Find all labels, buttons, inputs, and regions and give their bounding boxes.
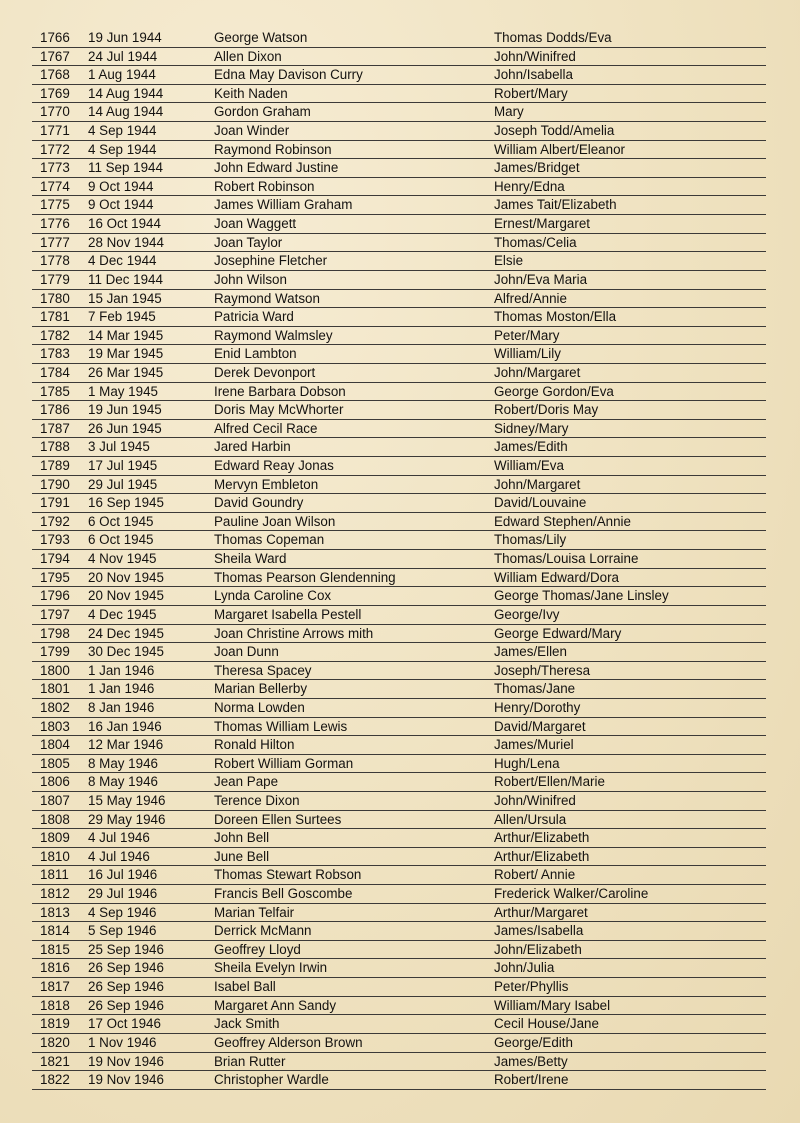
entry-number: 1795 [40,569,70,585]
table-row [32,85,766,104]
entry-number: 1778 [40,253,70,269]
parents-names: James/Edith [494,439,568,455]
parents-names: Hugh/Lena [494,755,560,771]
entry-number: 1793 [40,532,70,548]
child-name: Edna May Davison Curry [214,67,363,83]
table-row [32,1071,766,1090]
child-name: George Watson [214,30,308,45]
entry-number: 1822 [40,1072,70,1088]
entry-number: 1769 [40,85,70,101]
table-row [32,885,766,904]
child-name: Terence Dixon [214,792,300,808]
table-row [32,755,766,774]
table-row [32,941,766,960]
table-row [32,345,766,364]
child-name: Thomas Copeman [214,532,325,548]
child-name: David Goundry [214,495,304,511]
baptism-date: 14 Mar 1945 [88,327,164,343]
parents-names: William/Mary Isabel [494,997,611,1013]
entry-number: 1803 [40,718,70,734]
child-name: Thomas William Lewis [214,718,348,734]
child-name: Alfred Cecil Race [214,420,318,436]
parents-names: James/Bridget [494,160,580,176]
entry-number: 1792 [40,513,70,529]
baptism-date: 17 Jul 1945 [88,458,158,474]
entry-number: 1766 [40,30,70,45]
baptism-date: 16 Jan 1946 [88,718,162,734]
entry-number: 1779 [40,271,70,287]
entry-number: 1784 [40,364,70,380]
baptism-date: 24 Jul 1944 [88,48,158,64]
child-name: Joan Dunn [214,644,279,660]
entry-number: 1815 [40,941,70,957]
child-name: Joan Taylor [214,234,283,250]
entry-number: 1820 [40,1034,70,1050]
child-name: Jared Harbin [214,439,291,455]
parents-names: James/Muriel [494,737,574,753]
child-name: Marian Telfair [214,904,295,920]
baptism-date: 4 Dec 1944 [88,253,157,269]
table-row [32,811,766,830]
baptism-date: 25 Sep 1946 [88,941,164,957]
table-row [32,550,766,569]
entry-number: 1787 [40,420,70,436]
entry-number: 1798 [40,625,70,641]
baptism-date: 3 Jul 1945 [88,439,150,455]
entry-number: 1801 [40,681,70,697]
table-row [32,457,766,476]
table-row [32,438,766,457]
child-name: Derek Devonport [214,364,316,380]
baptism-date: 19 Jun 1945 [88,402,162,418]
child-name: Theresa Spacey [214,662,312,678]
child-name: Geoffrey Lloyd [214,941,301,957]
parents-names: William Albert/Eleanor [494,141,625,157]
entry-number: 1817 [40,979,70,995]
parents-names: Allen/Ursula [494,811,567,827]
entry-number: 1773 [40,160,70,176]
table-row [32,122,766,141]
entry-number: 1811 [40,867,69,883]
parents-names: Thomas Dodds/Eva [494,30,612,45]
table-row [32,383,766,402]
parents-names: John/Isabella [494,67,573,83]
baptism-date: 28 Nov 1944 [88,234,164,250]
table-row [32,1034,766,1053]
table-row [32,866,766,885]
baptism-date: 12 Mar 1946 [88,737,164,753]
baptism-date: 29 Jul 1945 [88,476,158,492]
child-name: Josephine Fletcher [214,253,328,269]
parents-names: Joseph/Theresa [494,662,591,678]
child-name: Joan Winder [214,123,290,139]
child-name: Patricia Ward [214,309,294,325]
table-row [32,196,766,215]
entry-number: 1804 [40,737,70,753]
child-name: John Bell [214,830,270,846]
child-name: Robert William Gorman [214,755,354,771]
parents-names: George Thomas/Jane Linsley [494,588,669,604]
parents-names: William/Lily [494,346,561,362]
parents-names: Henry/Edna [494,178,565,194]
entry-number: 1816 [40,960,70,976]
parents-names: Sidney/Mary [494,420,569,436]
entry-number: 1812 [40,886,70,902]
entry-number: 1788 [40,439,70,455]
baptism-date: 4 Sep 1944 [88,123,157,139]
child-name: Derrick McMann [214,923,312,939]
parents-names: Elsie [494,253,524,269]
table-row [32,476,766,495]
table-row [32,829,766,848]
table-row [32,48,766,67]
entry-number: 1790 [40,476,70,492]
baptism-date: 4 Dec 1945 [88,606,157,622]
baptism-date: 1 Jan 1946 [88,681,155,697]
table-row [32,569,766,588]
table-row [32,1053,766,1072]
baptism-date: 19 Nov 1946 [88,1072,164,1088]
table-row [32,494,766,513]
entry-number: 1791 [40,495,70,511]
parents-names: James/Betty [494,1053,568,1069]
entry-number: 1818 [40,997,70,1013]
parents-names: George/Ivy [494,606,560,622]
entry-number: 1774 [40,178,70,194]
table-row [32,327,766,346]
baptism-date: 26 Sep 1946 [88,997,164,1013]
child-name: Mervyn Embleton [214,476,319,492]
baptism-date: 19 Mar 1945 [88,346,164,362]
parents-names: Mary [494,104,524,120]
table-row [32,625,766,644]
table-row [32,699,766,718]
entry-number: 1782 [40,327,70,343]
baptism-date: 14 Aug 1944 [88,85,164,101]
entry-number: 1772 [40,141,70,157]
parents-names: Thomas/Celia [494,234,577,250]
parents-names: Ernest/Margaret [494,216,591,232]
child-name: John Edward Justine [214,160,339,176]
parents-names: James/Ellen [494,644,567,660]
parents-names: George Edward/Mary [494,625,622,641]
parents-names: Arthur/Elizabeth [494,848,590,864]
parents-names: John/Julia [494,960,555,976]
entry-number: 1771 [40,123,70,139]
entry-number: 1776 [40,216,70,232]
child-name: Robert Robinson [214,178,315,194]
table-row [32,252,766,271]
child-name: Margaret Ann Sandy [214,997,337,1013]
entry-number: 1821 [40,1053,70,1069]
parents-names: John/Winifred [494,792,576,808]
baptism-date: 11 Dec 1944 [88,271,163,287]
parents-names: George Gordon/Eva [494,383,614,399]
parents-names: Peter/Phyllis [494,979,569,995]
entry-number: 1775 [40,197,70,213]
table-row [32,904,766,923]
baptism-date: 19 Nov 1946 [88,1053,164,1069]
table-row [32,718,766,737]
baptism-date: 6 Oct 1945 [88,532,154,548]
baptism-date: 20 Nov 1945 [88,569,164,585]
parents-names: Robert/Irene [494,1072,569,1088]
child-name: Brian Rutter [214,1053,286,1069]
entry-number: 1781 [40,309,70,325]
baptism-date: 19 Jun 1944 [88,30,162,45]
table-row [32,922,766,941]
baptism-date: 29 May 1946 [88,811,166,827]
baptism-date: 14 Aug 1944 [88,104,164,120]
table-row [32,271,766,290]
entry-number: 1799 [40,644,70,660]
parents-names: Robert/Mary [494,85,568,101]
child-name: Norma Lowden [214,699,305,715]
entry-number: 1768 [40,67,70,83]
parents-names: Joseph Todd/Amelia [494,123,615,139]
entry-number: 1796 [40,588,70,604]
parents-names: David/Margaret [494,718,586,734]
parents-names: John/Winifred [494,48,576,64]
entry-number: 1789 [40,458,70,474]
baptism-date: 6 Oct 1945 [88,513,154,529]
table-row [32,308,766,327]
table-row [32,159,766,178]
baptism-date: 24 Dec 1945 [88,625,164,641]
child-name: Enid Lambton [214,346,297,362]
baptism-date: 9 Oct 1944 [88,197,154,213]
parents-names: Henry/Dorothy [494,699,581,715]
entry-number: 1783 [40,346,70,362]
child-name: Irene Barbara Dobson [214,383,346,399]
child-name: Joan Christine Arrows mith [214,625,374,641]
child-name: Doreen Ellen Surtees [214,811,342,827]
baptism-date: 5 Sep 1946 [88,923,157,939]
child-name: Jack Smith [214,1016,280,1032]
table-row [32,234,766,253]
child-name: Gordon Graham [214,104,311,120]
parents-names: Robert/Doris May [494,402,599,418]
parents-names: Cecil House/Jane [494,1016,599,1032]
entry-number: 1797 [40,606,70,622]
table-row [32,420,766,439]
table-row [32,290,766,309]
table-row [32,141,766,160]
baptism-date: 26 Mar 1945 [88,364,164,380]
baptism-date: 4 Nov 1945 [88,551,157,567]
baptism-date: 8 May 1946 [88,755,158,771]
parents-names: Arthur/Margaret [494,904,588,920]
parents-names: Alfred/Annie [494,290,567,306]
baptism-date: 16 Oct 1944 [88,216,161,232]
baptism-date: 11 Sep 1944 [88,160,163,176]
parents-names: James Tait/Elizabeth [494,197,617,213]
parents-names: William Edward/Dora [494,569,620,585]
table-row [32,587,766,606]
entry-number: 1805 [40,755,70,771]
entry-number: 1814 [40,923,70,939]
child-name: Doris May McWhorter [214,402,344,418]
entry-number: 1794 [40,551,70,567]
parents-names: Arthur/Elizabeth [494,830,590,846]
table-row [32,680,766,699]
entry-number: 1809 [40,830,70,846]
entry-number: 1802 [40,699,70,715]
child-name: Francis Bell Goscombe [214,886,353,902]
entry-number: 1777 [40,234,70,250]
child-name: Pauline Joan Wilson [214,513,336,529]
parents-names: George/Edith [494,1034,573,1050]
entry-number: 1819 [40,1016,70,1032]
table-row [32,29,766,48]
baptism-date: 4 Sep 1944 [88,141,157,157]
table-row [32,736,766,755]
baptism-date: 26 Sep 1946 [88,979,164,995]
baptism-register-table [32,29,766,1090]
child-name: Thomas Stewart Robson [214,867,362,883]
parents-names: Thomas Moston/Ella [494,309,617,325]
table-row [32,1015,766,1034]
parents-names: Edward Stephen/Annie [494,513,631,529]
table-row [32,513,766,532]
parents-names: Thomas/Louisa Lorraine [494,551,639,567]
child-name: Christopher Wardle [214,1072,329,1088]
baptism-date: 1 Aug 1944 [88,67,156,83]
table-row [32,401,766,420]
table-row [32,959,766,978]
parents-names: John/Margaret [494,476,581,492]
parents-names: James/Isabella [494,923,584,939]
baptism-date: 15 Jan 1945 [88,290,162,306]
table-row [32,662,766,681]
entry-number: 1806 [40,774,70,790]
child-name: James William Graham [214,197,353,213]
baptism-date: 16 Jul 1946 [88,867,158,883]
parents-names: Peter/Mary [494,327,560,343]
baptism-date: 26 Sep 1946 [88,960,164,976]
baptism-date: 1 Nov 1946 [88,1034,157,1050]
parents-names: Thomas/Lily [494,532,567,548]
table-row [32,178,766,197]
baptism-date: 1 Jan 1946 [88,662,155,678]
table-row [32,66,766,85]
parents-names: Robert/ Annie [494,867,576,883]
entry-number: 1786 [40,402,70,418]
entry-number: 1785 [40,383,70,399]
table-row [32,997,766,1016]
parents-names: John/Elizabeth [494,941,582,957]
child-name: Edward Reay Jonas [214,458,334,474]
parents-names: William/Eva [494,458,564,474]
child-name: Margaret Isabella Pestell [214,606,362,622]
table-row [32,103,766,122]
child-name: Joan Waggett [214,216,297,232]
table-row [32,643,766,662]
parents-names: Thomas/Jane [494,681,576,697]
table-row [32,978,766,997]
baptism-date: 7 Feb 1945 [88,309,156,325]
baptism-date: 4 Sep 1946 [88,904,157,920]
child-name: Raymond Watson [214,290,320,306]
parents-names: Frederick Walker/Caroline [494,886,649,902]
table-row [32,848,766,867]
parents-names: David/Louvaine [494,495,587,511]
parents-names: John/Margaret [494,364,581,380]
child-name: Ronald Hilton [214,737,295,753]
table-row [32,773,766,792]
baptism-date: 15 May 1946 [88,792,166,808]
child-name: Lynda Caroline Cox [214,588,332,604]
table-row [32,364,766,383]
child-name: Sheila Ward [214,551,287,567]
baptism-date: 9 Oct 1944 [88,178,154,194]
child-name: Raymond Walmsley [214,327,333,343]
entry-number: 1808 [40,811,70,827]
child-name: Marian Bellerby [214,681,308,697]
child-name: Sheila Evelyn Irwin [214,960,328,976]
entry-number: 1810 [40,848,70,864]
table-row [32,792,766,811]
baptism-date: 16 Sep 1945 [88,495,164,511]
child-name: Allen Dixon [214,48,282,64]
child-name: Jean Pape [214,774,279,790]
table-row [32,531,766,550]
baptism-date: 8 Jan 1946 [88,699,155,715]
baptism-date: 30 Dec 1945 [88,644,164,660]
entry-number: 1813 [40,904,70,920]
child-name: Raymond Robinson [214,141,332,157]
baptism-date: 4 Jul 1946 [88,848,150,864]
baptism-date: 20 Nov 1945 [88,588,164,604]
baptism-date: 29 Jul 1946 [88,886,158,902]
baptism-date: 26 Jun 1945 [88,420,162,436]
child-name: Thomas Pearson Glendenning [214,569,396,585]
parents-names: Robert/Ellen/Marie [494,774,605,790]
baptism-date: 1 May 1945 [88,383,158,399]
child-name: John Wilson [214,271,287,287]
table-row [32,215,766,234]
baptism-date: 8 May 1946 [88,774,158,790]
entry-number: 1807 [40,792,70,808]
entry-number: 1770 [40,104,70,120]
child-name: Keith Naden [214,85,288,101]
parents-names: John/Eva Maria [494,271,588,287]
entry-number: 1780 [40,290,70,306]
table-row [32,606,766,625]
child-name: Geoffrey Alderson Brown [214,1034,363,1050]
child-name: June Bell [214,848,270,864]
entry-number: 1767 [40,48,70,64]
baptism-date: 17 Oct 1946 [88,1016,161,1032]
child-name: Isabel Ball [214,979,276,995]
entry-number: 1800 [40,662,70,678]
baptism-date: 4 Jul 1946 [88,830,150,846]
